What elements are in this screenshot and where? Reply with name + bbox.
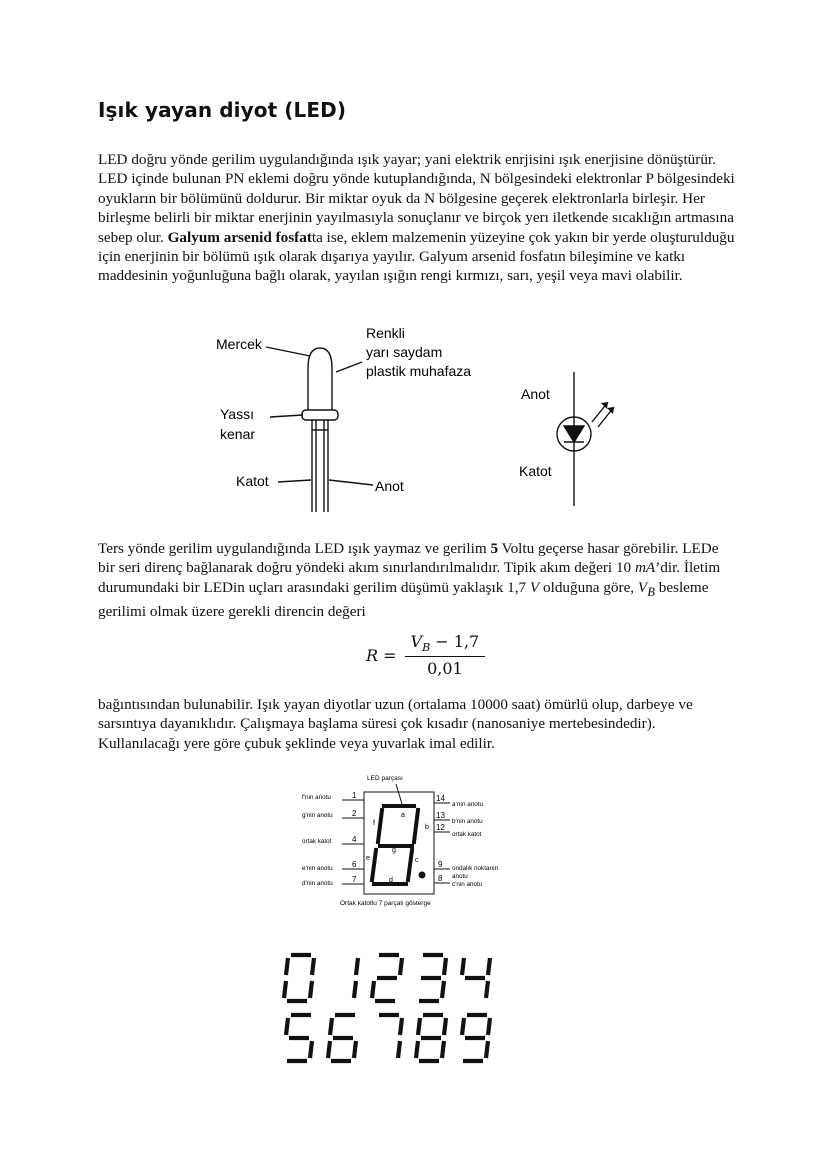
pinout-caption: Ortak katotlu 7 parçalı gösterge <box>340 900 431 907</box>
p2-text-4: olduğuna göre, <box>539 578 638 596</box>
right-pin-label-14: a'nın anotu <box>452 801 483 808</box>
p2-text-2: Voltu geçerse hasar görebilir. LEDe bir seri direnç bağlanarak doğru yöndeki akım sınırlandırılmalıdır. Tipik akım değeri 10 <box>98 540 719 577</box>
segment-c <box>408 850 412 880</box>
right-pin-label-13: b'nin anotu <box>452 818 483 825</box>
left-pin-number-2: 2 <box>352 809 357 818</box>
led-structure-diagram <box>208 322 498 518</box>
left-pin-number-6: 6 <box>352 860 357 869</box>
led-lens-shape <box>308 348 332 368</box>
digit-2-segment-e <box>372 981 374 998</box>
right-pin-number-13: 13 <box>436 811 445 820</box>
digit-2 <box>372 955 402 1001</box>
right-pin-label-9: ondalık noktanın <box>452 865 499 872</box>
digit-8-segment-f <box>418 1018 420 1035</box>
digit-0-segment-f <box>286 958 288 975</box>
seg-letter-e: e <box>366 855 370 862</box>
digit-2-segment-b <box>400 958 402 975</box>
light-arrow-1 <box>601 402 608 409</box>
bold-term: Galyum arsenid fosfat <box>167 228 312 246</box>
digit-4-segment-f <box>462 958 464 975</box>
digit-0-segment-b <box>312 958 314 975</box>
paragraph-intro <box>98 150 738 286</box>
digit-6-segment-f <box>330 1018 332 1035</box>
digit-5-segment-c <box>310 1041 312 1058</box>
digit-4 <box>462 958 490 998</box>
symbol-anode-label: Anot <box>521 386 550 402</box>
formula-num-sub: B <box>422 641 431 655</box>
p2-math-v: V <box>529 578 540 596</box>
seg-letter-g: g <box>392 847 396 854</box>
led-flange-shape <box>302 410 338 420</box>
housing-label-1: Renkli <box>366 325 405 341</box>
formula-numerator <box>405 632 486 657</box>
digit-7-segment-b <box>400 1018 402 1035</box>
housing-label-2: yarı saydam <box>366 344 443 360</box>
paragraph-properties: bağıntısından bulunabilir. Işık yayan diyotlar uzun (ortalama 10000 saat) ömürlü olup, darbeye ve sarsıntıya dayanıklıdır. Çalışmaya başlama süresi çok kısadır (nanosaniye mertebesindedir). Kullanılacağı yere göre çubuk şeklinde veya yuvarlak imal edilir. <box>98 696 693 752</box>
segment-f <box>378 810 382 842</box>
left-pin-label-2: g'nin anotu <box>302 812 333 819</box>
paragraph-intro-text-b: ta ise, eklem malzemenin yüzeyine çok yakın bir yerde oluşturulduğu için enerjinin bir bölümü ışık olarak dışarıya yayılır. Galyum arsenid fosfatın bileşimine ve katkı maddesinin yoğunluğuna bağlı olarak, yayılan ışığın rengi kırmızı, sarı, yeşil veya mavi olabilir. <box>98 228 735 285</box>
left-pin-label-1: f'nin anotu <box>302 794 331 801</box>
digit-9-segment-c <box>486 1041 488 1058</box>
formula-num-rest: − 1,7 <box>430 632 480 651</box>
light-arrow-2 <box>607 407 614 414</box>
p2-bold-voltage: 5 <box>490 540 499 557</box>
seg-letter-c: c <box>415 857 419 864</box>
digit-0 <box>284 955 314 1001</box>
digit-5-segment-f <box>286 1018 288 1035</box>
flat-edge-label-1: Yassı <box>220 406 254 422</box>
p2-text-1: Ters yönde gerilim uygulandığında LED ışık yaymaz ve gerilim <box>98 540 491 557</box>
right-pin-number-14: 14 <box>436 794 445 803</box>
digit-9-segment-b <box>488 1018 490 1035</box>
lens-label: Mercek <box>216 336 262 352</box>
formula-num-var: V <box>410 632 423 651</box>
left-pin-label-6: e'nin anotu <box>302 865 333 872</box>
paragraph-intro-text-a: LED doğru yönde gerilim uygulandığında ışık yayar; yani elektrik enrjisini ışık enerjisine dönüştürür. LED içinde bulunan PN eklemi doğru yönde kutuplandığında, N bölgesindeki elektronlar P bölgesindeki oyukların bir bölümünü doldurur. Bir miktar oyuk da N bölgesine geçerek elektronlarla birleşir. Her birleşme belirli bir miktar enerjinin yayılmasıyla sonuçlanır ve birçok yerı iletkende sıcaklığın artmasına sebep olur. <box>98 151 735 246</box>
left-pin-label-4: ortak katot <box>302 838 332 845</box>
page-title: Işık yayan diyot (LED) <box>98 98 347 122</box>
decimal-point <box>419 872 426 879</box>
diode-triangle <box>564 426 584 442</box>
digit-1 <box>354 958 358 998</box>
digit-1-segment-b <box>356 958 358 975</box>
left-pin-label-7: d'nin anotu <box>302 880 333 887</box>
symbol-cathode-label: Katot <box>519 463 552 479</box>
segment-e <box>372 850 376 880</box>
formula-lhs: R = <box>366 645 397 665</box>
digit-0-segment-e <box>284 981 286 998</box>
p2-math-vb: V <box>637 578 648 596</box>
flat-edge-label-2: kenar <box>220 426 256 442</box>
digit-4-segment-b <box>488 958 490 975</box>
digit-1-segment-c <box>354 981 356 998</box>
formula-denominator: 0,01 <box>427 659 463 679</box>
digit-8-segment-b <box>444 1018 446 1035</box>
digit-8 <box>416 1015 446 1061</box>
digit-4-segment-c <box>486 981 488 998</box>
right-pin-number-8: 8 <box>438 874 443 883</box>
seg-letter-b: b <box>425 824 429 831</box>
seven-segment-digits <box>276 950 506 1068</box>
resistor-formula <box>366 632 485 678</box>
p2-text-3: ’dir. İletim durumundaki bir LEDin uçları arasındaki gerilim düşümü yaklaşık 1,7 <box>98 559 721 596</box>
digit-9 <box>462 1015 490 1061</box>
digit-6-segment-e <box>328 1041 330 1058</box>
seg-letter-d: d <box>389 877 393 884</box>
digit-8-segment-e <box>416 1041 418 1058</box>
led-part-label: LED parçası <box>367 775 403 782</box>
digit-0-segment-c <box>310 981 312 998</box>
right-pin-number-9: 9 <box>438 860 443 869</box>
paragraph-reverse-bias <box>98 539 738 622</box>
housing-label-3: plastik muhafaza <box>366 363 472 379</box>
p2-text-5: besleme gerilimi olmak üzere gerekli direncin değeri <box>98 578 709 621</box>
formula-fraction <box>405 632 486 678</box>
right-pin-number-12: 12 <box>436 823 445 832</box>
led-symbol-diagram <box>512 372 632 518</box>
digit-5 <box>286 1015 312 1061</box>
cathode-label: Katot <box>236 473 269 489</box>
digit-3-segment-b <box>444 958 446 975</box>
digit-3 <box>419 955 446 1001</box>
seven-segment-pinout-diagram <box>300 770 530 914</box>
p2-math-ma: mA <box>634 559 656 577</box>
seg-letter-a: a <box>401 812 405 819</box>
right-pin-label-12: ortak katot <box>452 831 482 838</box>
digit-7 <box>379 1015 402 1058</box>
seg-letter-f: f <box>373 820 375 827</box>
digit-3-segment-c <box>442 981 444 998</box>
digit-9-segment-f <box>462 1018 464 1035</box>
left-pin-number-1: 1 <box>352 791 357 800</box>
left-pin-number-4: 4 <box>352 835 357 844</box>
p2-math-vb-sub: B <box>647 584 655 599</box>
digit-8-segment-c <box>442 1041 444 1058</box>
left-pin-number-7: 7 <box>352 875 357 884</box>
right-pin-label-9b: anotu <box>452 873 468 880</box>
digit-6-segment-c <box>354 1041 356 1058</box>
digit-7-segment-c <box>398 1041 400 1058</box>
digit-6 <box>328 1015 356 1061</box>
segment-shapes <box>372 806 418 884</box>
right-pin-label-8: c'nin anotu <box>452 881 483 888</box>
segment-b <box>414 810 418 842</box>
anode-label: Anot <box>375 478 404 494</box>
